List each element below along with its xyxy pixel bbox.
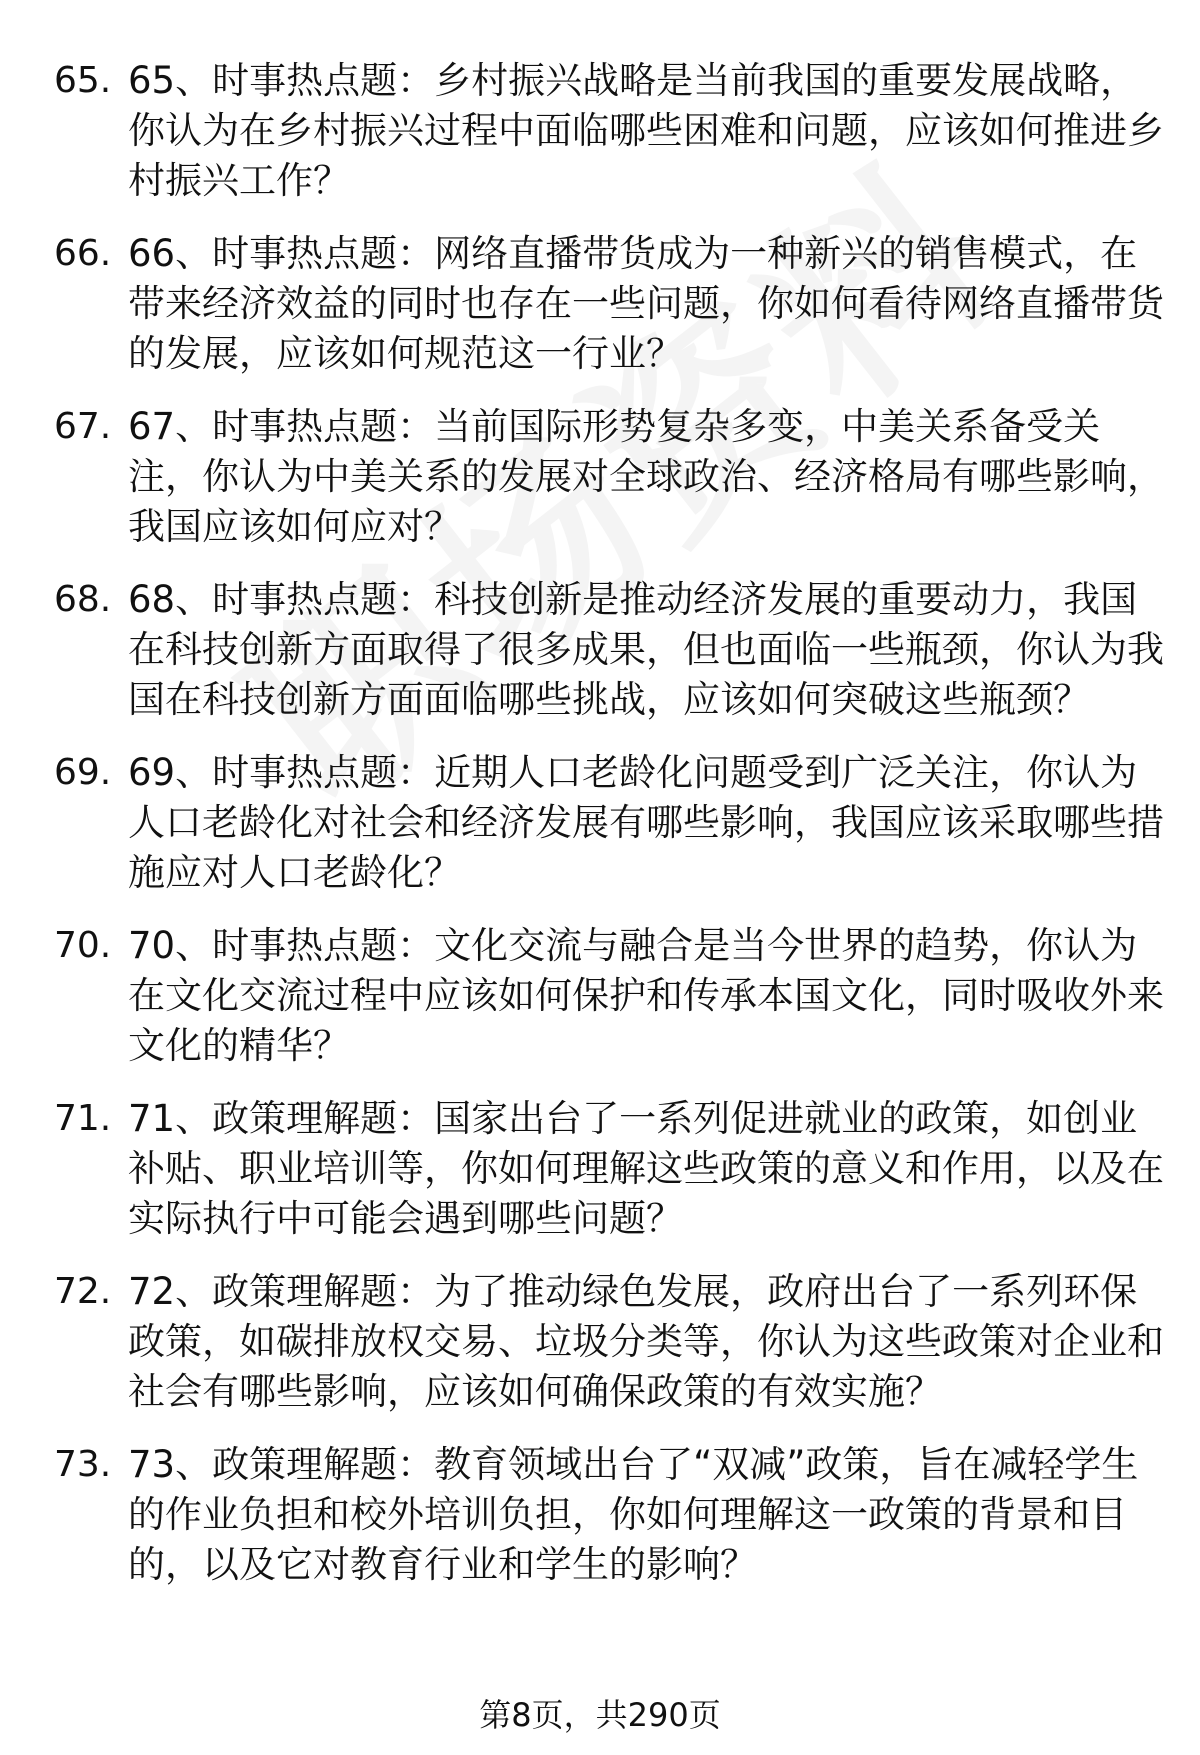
question-text: 70、时事热点题：文化交流与融合是当今世界的趋势，你认为在文化交流过程中应该如何保护和传承本国文化，同时吸收外来文化的精华？ xyxy=(128,924,1164,1067)
question-number: 70. xyxy=(54,925,112,966)
question-text: 66、时事热点题：网络直播带货成为一种新兴的销售模式，在带来经济效益的同时也存在一些问题，你如何看待网络直播带货的发展，应该如何规范这一行业？ xyxy=(128,232,1164,375)
question-number: 72. xyxy=(54,1271,112,1312)
list-item xyxy=(54,921,1164,1071)
question-text: 69、时事热点题：近期人口老龄化问题受到广泛关注，你认为人口老龄化对社会和经济发展有哪些影响，我国应该采取哪些措施应对人口老龄化？ xyxy=(128,751,1164,894)
question-text: 65、时事热点题：乡村振兴战略是当前我国的重要发展战略，你认为在乡村振兴过程中面临哪些困难和问题，应该如何推进乡村振兴工作？ xyxy=(128,59,1164,202)
question-number: 71. xyxy=(54,1098,112,1139)
list-item xyxy=(54,1440,1164,1590)
question-number: 69. xyxy=(54,752,112,793)
question-number: 68. xyxy=(54,579,112,620)
document-body xyxy=(54,56,1164,1613)
question-list xyxy=(54,56,1164,1590)
question-number: 65. xyxy=(54,60,112,101)
question-text: 67、时事热点题：当前国际形势复杂多变，中美关系备受关注，你认为中美关系的发展对全球政治、经济格局有哪些影响，我国应该如何应对？ xyxy=(128,405,1164,548)
list-item xyxy=(54,748,1164,898)
question-text: 72、政策理解题：为了推动绿色发展，政府出台了一系列环保政策，如碳排放权交易、垃圾分类等，你认为这些政策对企业和社会有哪些影响，应该如何确保政策的有效实施？ xyxy=(128,1270,1164,1413)
question-text: 68、时事热点题：科技创新是推动经济发展的重要动力，我国在科技创新方面取得了很多成果，但也面临一些瓶颈，你认为我国在科技创新方面面临哪些挑战，应该如何突破这些瓶颈？ xyxy=(128,578,1164,721)
list-item xyxy=(54,1094,1164,1244)
question-number: 67. xyxy=(54,406,112,447)
list-item xyxy=(54,1267,1164,1417)
question-text: 73、政策理解题：教育领域出台了“双减”政策，旨在减轻学生的作业负担和校外培训负担，你如何理解这一政策的背景和目的，以及它对教育行业和学生的影响？ xyxy=(128,1443,1139,1586)
list-item xyxy=(54,56,1164,206)
question-number: 73. xyxy=(54,1444,112,1485)
list-item xyxy=(54,229,1164,379)
list-item xyxy=(54,575,1164,725)
question-text: 71、政策理解题：国家出台了一系列促进就业的政策，如创业补贴、职业培训等，你如何理解这些政策的意义和作用，以及在实际执行中可能会遇到哪些问题？ xyxy=(128,1097,1164,1240)
question-number: 66. xyxy=(54,233,112,274)
page-footer: 第8页，共290页 xyxy=(479,1696,721,1734)
list-item xyxy=(54,402,1164,552)
